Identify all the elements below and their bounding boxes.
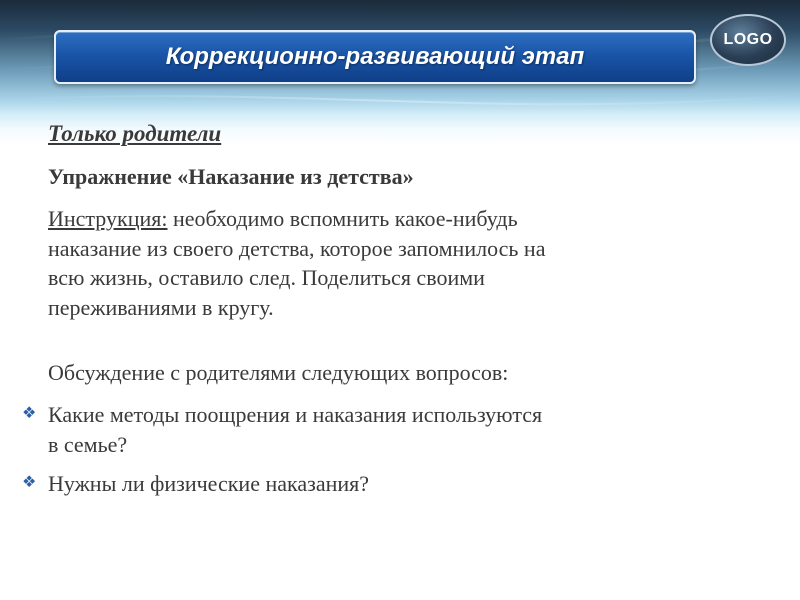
instruction-text: необходимо вспомнить какое-нибудь	[167, 206, 518, 231]
logo	[710, 14, 786, 66]
diamond-bullet-icon: ❖	[22, 403, 37, 422]
instruction-line: переживаниями в кругу.	[48, 295, 274, 321]
logo-text: LOGO	[723, 31, 773, 48]
instruction-line: всю жизнь, оставило след. Поделиться своими	[48, 265, 485, 291]
instruction-label: Инструкция:	[48, 206, 168, 231]
question-text: Какие методы поощрения и наказания используются	[48, 402, 543, 427]
exercise-title: Упражнение «Наказание из детства»	[48, 164, 414, 189]
instruction-line: наказание из своего детства, которое запомнилось на	[48, 235, 546, 261]
section-heading: Только родители	[48, 121, 222, 146]
list-item	[22, 400, 782, 459]
instruction-line	[48, 204, 768, 234]
discussion-intro: Обсуждение с родителями следующих вопросов:	[48, 360, 509, 385]
slide-title: Коррекционно-развивающий этап	[165, 43, 585, 70]
question-text: Нужны ли физические наказания?	[48, 471, 370, 497]
question-list	[22, 400, 782, 509]
instruction-paragraph	[48, 204, 768, 323]
title-banner	[54, 30, 696, 84]
question-text: в семье?	[48, 431, 128, 457]
diamond-bullet-icon: ❖	[22, 472, 37, 492]
list-item	[22, 469, 782, 499]
